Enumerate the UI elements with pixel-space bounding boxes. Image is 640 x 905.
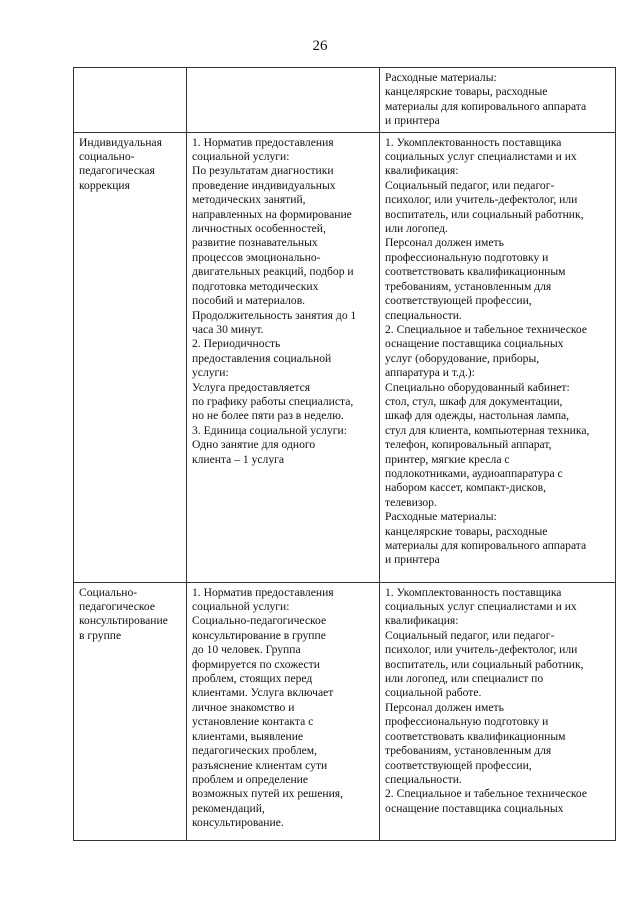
cell-text-line: шкаф для одежды, настольная лампа, [385, 409, 570, 423]
cell-text-line: подготовка методических [192, 279, 319, 293]
cell-text-line: Расходные материалы: [385, 510, 497, 524]
service-name-cell [74, 582, 187, 840]
cell-text-line: или логопед, или специалист по [385, 672, 544, 686]
cell-text-line: соответствующей профессии, [385, 294, 532, 308]
cell-text-line: набором кассет, компакт-дисков, [385, 481, 547, 495]
cell-text-line: соответствовать квалификационным [385, 265, 566, 279]
cell-text-line: канцелярские товары, расходные [385, 524, 548, 538]
service-conditions-cell [380, 68, 616, 133]
cell-text-line: клиентами. Услуга включает [192, 686, 334, 700]
cell-text-line: Социально-педагогическое [192, 614, 327, 628]
cell-text-line: услуги: [192, 366, 229, 380]
service-name-cell [74, 68, 187, 133]
cell-text-line: оснащение поставщика социальных [385, 801, 564, 815]
cell-text-line: часа 30 минут. [192, 322, 264, 336]
cell-text-line: Социально- [79, 585, 138, 599]
service-standard-cell [187, 582, 380, 840]
cell-text-line: По результатам диагностики [192, 164, 334, 178]
cell-text-line: двигательных реакций, подбор и [192, 265, 354, 279]
cell-text-line: оснащение поставщика социальных [385, 337, 564, 351]
cell-text-line: коррекция [79, 178, 130, 192]
cell-text-line: канцелярские товары, расходные [385, 85, 548, 99]
cell-text-line: установление контакта с [192, 715, 314, 729]
cell-text-line: специальности. [385, 308, 462, 322]
cell-text-line: телефон, копировальный аппарат, [385, 438, 552, 452]
cell-text-line: личностных особенностей, [192, 222, 326, 236]
cell-text-line: Персонал должен иметь [385, 236, 504, 250]
cell-text-line: консультирование [79, 614, 168, 628]
table-row [74, 68, 616, 133]
cell-text-line: проблем, стоящих перед [192, 672, 313, 686]
cell-text-line: социальных услуг специалистами и их [385, 600, 577, 614]
cell-text-line: Услуга предоставляется [192, 380, 311, 394]
cell-text-line: психолог, или учитель-дефектолог, или [385, 193, 578, 207]
table-row [74, 582, 616, 840]
cell-text-line: методических занятий, [192, 193, 306, 207]
cell-text-line: Продолжительность занятия до 1 [192, 308, 357, 322]
cell-text-line: специальности. [385, 772, 462, 786]
cell-text-line: профессиональную подготовку и [385, 715, 549, 729]
cell-text-line: проведение индивидуальных [192, 178, 336, 192]
table-row [74, 132, 616, 582]
cell-text-line: 2. Специальное и табельное техническое [385, 787, 588, 801]
cell-text-line: принтер, мягкие кресла с [385, 452, 510, 466]
cell-text-line: социальных услуг специалистами и их [385, 150, 577, 164]
cell-text-line: социально- [79, 150, 135, 164]
cell-text-line: материалы для копировального аппарата [385, 539, 587, 552]
cell-text-line: но не более пяти раз в неделю. [192, 409, 344, 423]
cell-text-line: проблем и определение [192, 772, 308, 786]
cell-text-line: воспитатель, или социальный работник, [385, 207, 584, 221]
service-conditions-cell [380, 582, 616, 840]
services-table [73, 67, 616, 841]
cell-text-line: пособий и материалов. [192, 294, 306, 308]
cell-text-line: 1. Укомплектованность поставщика [385, 585, 562, 599]
cell-text-line: профессиональную подготовку и [385, 250, 549, 264]
service-conditions-cell [380, 132, 616, 582]
cell-text-line: процессов эмоционально- [192, 250, 321, 264]
cell-text-line: и принтера [385, 553, 440, 567]
cell-text-line: Социальный педагог, или педагог- [385, 178, 555, 192]
cell-text-line: психолог, или учитель-дефектолог, или [385, 643, 578, 657]
cell-text-line: предоставления социальной [192, 351, 332, 365]
cell-text-line: формируется по схожести [192, 657, 320, 671]
cell-text-line: развитие познавательных [192, 236, 318, 250]
cell-text-line: разъяснение клиентам сути [192, 758, 328, 772]
cell-text-line: направленных на формирование [192, 207, 352, 221]
cell-text-line: воспитатель, или социальный работник, [385, 657, 584, 671]
cell-text-line: или логопед. [385, 222, 448, 236]
cell-text-line: аппаратура и т.д.): [385, 366, 475, 380]
cell-text-line: требованиям, установленным для [385, 279, 552, 293]
cell-text-line: Одно занятие для одного [192, 438, 316, 452]
cell-text-line: рекомендаций, [192, 801, 265, 815]
cell-text-line: соответствующей профессии, [385, 758, 532, 772]
service-standard-cell [187, 68, 380, 133]
cell-text-line: Индивидуальная [79, 135, 162, 149]
cell-text-line: клиента – 1 услуга [192, 452, 285, 466]
cell-text-line: материалы для копировального аппарата [385, 99, 587, 113]
cell-text-line: соответствовать квалификационным [385, 729, 566, 743]
cell-text-line: 2. Специальное и табельное техническое [385, 322, 588, 336]
cell-text-line: подлокотниками, аудиоаппаратура с [385, 466, 563, 480]
cell-text-line: квалификация: [385, 164, 459, 178]
cell-text-line: в группе [79, 628, 122, 642]
service-standard-cell [187, 132, 380, 582]
cell-text-line: социальной работе. [385, 686, 482, 700]
cell-text-line: 1. Норматив предоставления [192, 135, 334, 149]
cell-text-line: Расходные материалы: [385, 71, 497, 84]
cell-text-line: требованиям, установленным для [385, 744, 552, 758]
cell-text-line: педагогическая [79, 164, 155, 178]
cell-text-line: педагогическое [79, 600, 156, 614]
cell-text-line: 1. Норматив предоставления [192, 585, 334, 599]
cell-text-line: стол, стул, шкаф для документации, [385, 394, 563, 408]
cell-text-line: педагогических проблем, [192, 744, 317, 758]
service-name-cell [74, 132, 187, 582]
cell-text-line: личное знакомство и [192, 700, 295, 714]
cell-text-line: услуг (оборудование, приборы, [385, 351, 540, 365]
cell-text-line: по графику работы специалиста, [192, 394, 354, 408]
cell-text-line: 2. Периодичность [192, 337, 281, 351]
cell-text-line: и принтера [385, 114, 440, 128]
cell-text-line: консультирование в группе [192, 628, 326, 642]
cell-text-line: 3. Единица социальной услуги: [192, 423, 347, 437]
cell-text-line: Социальный педагог, или педагог- [385, 628, 555, 642]
cell-text-line: консультирование. [192, 816, 284, 830]
cell-text-line: клиентами, выявление [192, 729, 304, 743]
cell-text-line: Персонал должен иметь [385, 700, 504, 714]
cell-text-line: социальной услуги: [192, 600, 290, 614]
cell-text-line: социальной услуги: [192, 150, 290, 164]
cell-text-line: до 10 человек. Группа [192, 643, 301, 657]
cell-text-line: возможных путей их решения, [192, 787, 344, 801]
page-number: 26 [312, 38, 328, 54]
cell-text-line: телевизор. [385, 495, 437, 509]
cell-text-line: квалификация: [385, 614, 459, 628]
cell-text-line: стул для клиента, компьютерная техника, [385, 423, 590, 437]
cell-text-line: Специально оборудованный кабинет: [385, 380, 570, 394]
cell-text-line: 1. Укомплектованность поставщика [385, 135, 562, 149]
